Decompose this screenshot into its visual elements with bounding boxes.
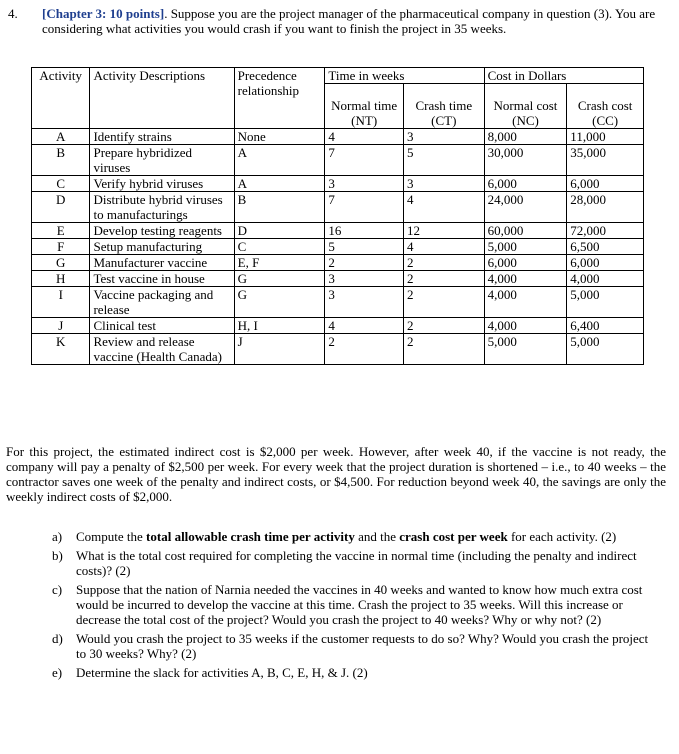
col-activity: Activity	[32, 68, 90, 129]
normal-cost-cell: 6,000	[484, 176, 567, 192]
crash-cost-cell: 6,000	[567, 176, 644, 192]
normal-cost-cell: 5,000	[484, 334, 567, 365]
table-header-row	[32, 68, 644, 84]
crash-cost-cell: 72,000	[567, 223, 644, 239]
intro-text: . Suppose you are the project manager of the pharmaceutical company in question (3). You are considering what activities you would crash if you want to finish the project in 35 weeks.	[42, 6, 656, 36]
table-row	[32, 287, 644, 318]
part-b	[52, 548, 652, 578]
precedence-cell: A	[234, 145, 325, 176]
part-c-text: Suppose that the nation of Narnia needed the vaccines in 40 weeks and wanted to know how much extra cost would be incurred to develop the vaccine at this time. Crash the project to 35 weeks. Will this increase or decrease the total cost of the project? Would you crash the project to 40 weeks? Why or why not? (2)	[76, 582, 643, 627]
activity-cell: I	[32, 287, 90, 318]
part-e-label: e)	[52, 665, 63, 680]
precedence-cell: None	[234, 129, 325, 145]
crash-cost-cell: 4,000	[567, 271, 644, 287]
description-cell: Test vaccine in house	[90, 271, 234, 287]
normal-cost-cell: 5,000	[484, 239, 567, 255]
normal-time-cell: 2	[325, 334, 404, 365]
activity-cell: K	[32, 334, 90, 365]
normal-time-cell: 7	[325, 145, 404, 176]
crash-time-cell: 2	[403, 287, 484, 318]
crash-time-cell: 12	[403, 223, 484, 239]
activity-cell: A	[32, 129, 90, 145]
part-a-bold-2: crash cost per week	[399, 529, 508, 544]
normal-time-cell: 7	[325, 192, 404, 223]
col-crash-time: Crash time (CT)	[403, 84, 484, 129]
part-a-text-mid: and the	[354, 529, 400, 544]
normal-time-cell: 4	[325, 318, 404, 334]
precedence-cell: B	[234, 192, 325, 223]
table-row	[32, 223, 644, 239]
col-normal-cost: Normal cost (NC)	[484, 84, 567, 129]
part-e-text: Determine the slack for activities A, B, C, E, H, & J. (2)	[76, 665, 368, 680]
normal-cost-cell: 6,000	[484, 255, 567, 271]
precedence-cell: D	[234, 223, 325, 239]
precedence-cell: G	[234, 271, 325, 287]
crash-cost-cell: 35,000	[567, 145, 644, 176]
normal-cost-cell: 30,000	[484, 145, 567, 176]
normal-time-cell: 16	[325, 223, 404, 239]
table-row	[32, 176, 644, 192]
crash-time-cell: 5	[403, 145, 484, 176]
description-cell: Review and release vaccine (Health Canada)	[90, 334, 234, 365]
part-a-label: a)	[52, 529, 63, 544]
precedence-cell: C	[234, 239, 325, 255]
crash-time-cell: 3	[403, 176, 484, 192]
activity-cell: J	[32, 318, 90, 334]
part-c	[52, 582, 652, 627]
normal-cost-cell: 60,000	[484, 223, 567, 239]
normal-time-cell: 5	[325, 239, 404, 255]
crash-cost-cell: 6,500	[567, 239, 644, 255]
activity-cell: E	[32, 223, 90, 239]
table-row	[32, 334, 644, 365]
precedence-cell: J	[234, 334, 325, 365]
cost-paragraph: For this project, the estimated indirect cost is $2,000 per week. However, after week 40, if the vaccine is not ready, the company will pay a penalty of $2,500 per week. For every week that the project duration is shortened – i.e., to 40 weeks – the contractor saves one week of the penalty and indirect costs, or $4,500. For reduction beyond week 40, the savings are only the weekly indirect costs of $2,000.	[6, 444, 666, 504]
question-number: 4.	[8, 6, 18, 21]
normal-time-cell: 4	[325, 129, 404, 145]
crash-cost-cell: 5,000	[567, 287, 644, 318]
activity-cell: H	[32, 271, 90, 287]
sub-questions	[52, 529, 652, 684]
normal-cost-cell: 4,000	[484, 271, 567, 287]
normal-time-cell: 3	[325, 287, 404, 318]
crash-cost-cell: 11,000	[567, 129, 644, 145]
crash-time-cell: 2	[403, 334, 484, 365]
col-normal-time: Normal time (NT)	[325, 84, 404, 129]
table-row	[32, 129, 644, 145]
part-a	[52, 529, 652, 544]
normal-cost-cell: 4,000	[484, 318, 567, 334]
normal-cost-cell: 8,000	[484, 129, 567, 145]
part-d-label: d)	[52, 631, 63, 646]
table-row	[32, 318, 644, 334]
description-cell: Clinical test	[90, 318, 234, 334]
precedence-cell: E, F	[234, 255, 325, 271]
description-cell: Vaccine packaging and release	[90, 287, 234, 318]
question-intro	[42, 6, 672, 36]
precedence-cell: A	[234, 176, 325, 192]
part-a-bold-1: total allowable crash time per activity	[146, 529, 355, 544]
activity-cell: D	[32, 192, 90, 223]
part-e	[52, 665, 652, 680]
normal-cost-cell: 4,000	[484, 287, 567, 318]
crash-cost-cell: 6,400	[567, 318, 644, 334]
description-cell: Distribute hybrid viruses to manufacturings	[90, 192, 234, 223]
crash-cost-cell: 28,000	[567, 192, 644, 223]
col-crash-cost: Crash cost (CC)	[567, 84, 644, 129]
table-row	[32, 145, 644, 176]
crash-time-cell: 3	[403, 129, 484, 145]
normal-time-cell: 3	[325, 271, 404, 287]
activity-table	[31, 67, 644, 365]
table-row	[32, 192, 644, 223]
crash-time-cell: 4	[403, 239, 484, 255]
col-description: Activity Descriptions	[90, 68, 234, 129]
chapter-tag: [Chapter 3: 10 points]	[42, 6, 165, 21]
crash-cost-cell: 5,000	[567, 334, 644, 365]
part-a-text: Compute the	[76, 529, 147, 544]
normal-cost-cell: 24,000	[484, 192, 567, 223]
precedence-cell: G	[234, 287, 325, 318]
activity-cell: G	[32, 255, 90, 271]
activity-cell: B	[32, 145, 90, 176]
table-row	[32, 271, 644, 287]
table-row	[32, 255, 644, 271]
part-b-label: b)	[52, 548, 63, 563]
part-d-text: Would you crash the project to 35 weeks if the customer requests to do so? Why? Would you crash the project to 30 weeks? Why? (2)	[76, 631, 649, 661]
part-a-text-end: for each activity. (2)	[507, 529, 617, 544]
description-cell: Prepare hybridized viruses	[90, 145, 234, 176]
crash-cost-cell: 6,000	[567, 255, 644, 271]
normal-time-cell: 2	[325, 255, 404, 271]
crash-time-cell: 2	[403, 318, 484, 334]
description-cell: Setup manufacturing	[90, 239, 234, 255]
description-cell: Manufacturer vaccine	[90, 255, 234, 271]
table-row	[32, 239, 644, 255]
crash-time-cell: 4	[403, 192, 484, 223]
col-time-group: Time in weeks	[325, 68, 484, 84]
crash-time-cell: 2	[403, 255, 484, 271]
col-precedence: Precedence relationship	[234, 68, 325, 129]
normal-time-cell: 3	[325, 176, 404, 192]
activity-cell: C	[32, 176, 90, 192]
description-cell: Develop testing reagents	[90, 223, 234, 239]
part-c-label: c)	[52, 582, 63, 597]
col-cost-group: Cost in Dollars	[484, 68, 643, 84]
description-cell: Verify hybrid viruses	[90, 176, 234, 192]
crash-time-cell: 2	[403, 271, 484, 287]
activity-cell: F	[32, 239, 90, 255]
description-cell: Identify strains	[90, 129, 234, 145]
part-d	[52, 631, 652, 661]
precedence-cell: H, I	[234, 318, 325, 334]
part-b-text: What is the total cost required for completing the vaccine in normal time (including the penalty and indirect costs)? (2)	[76, 548, 637, 578]
